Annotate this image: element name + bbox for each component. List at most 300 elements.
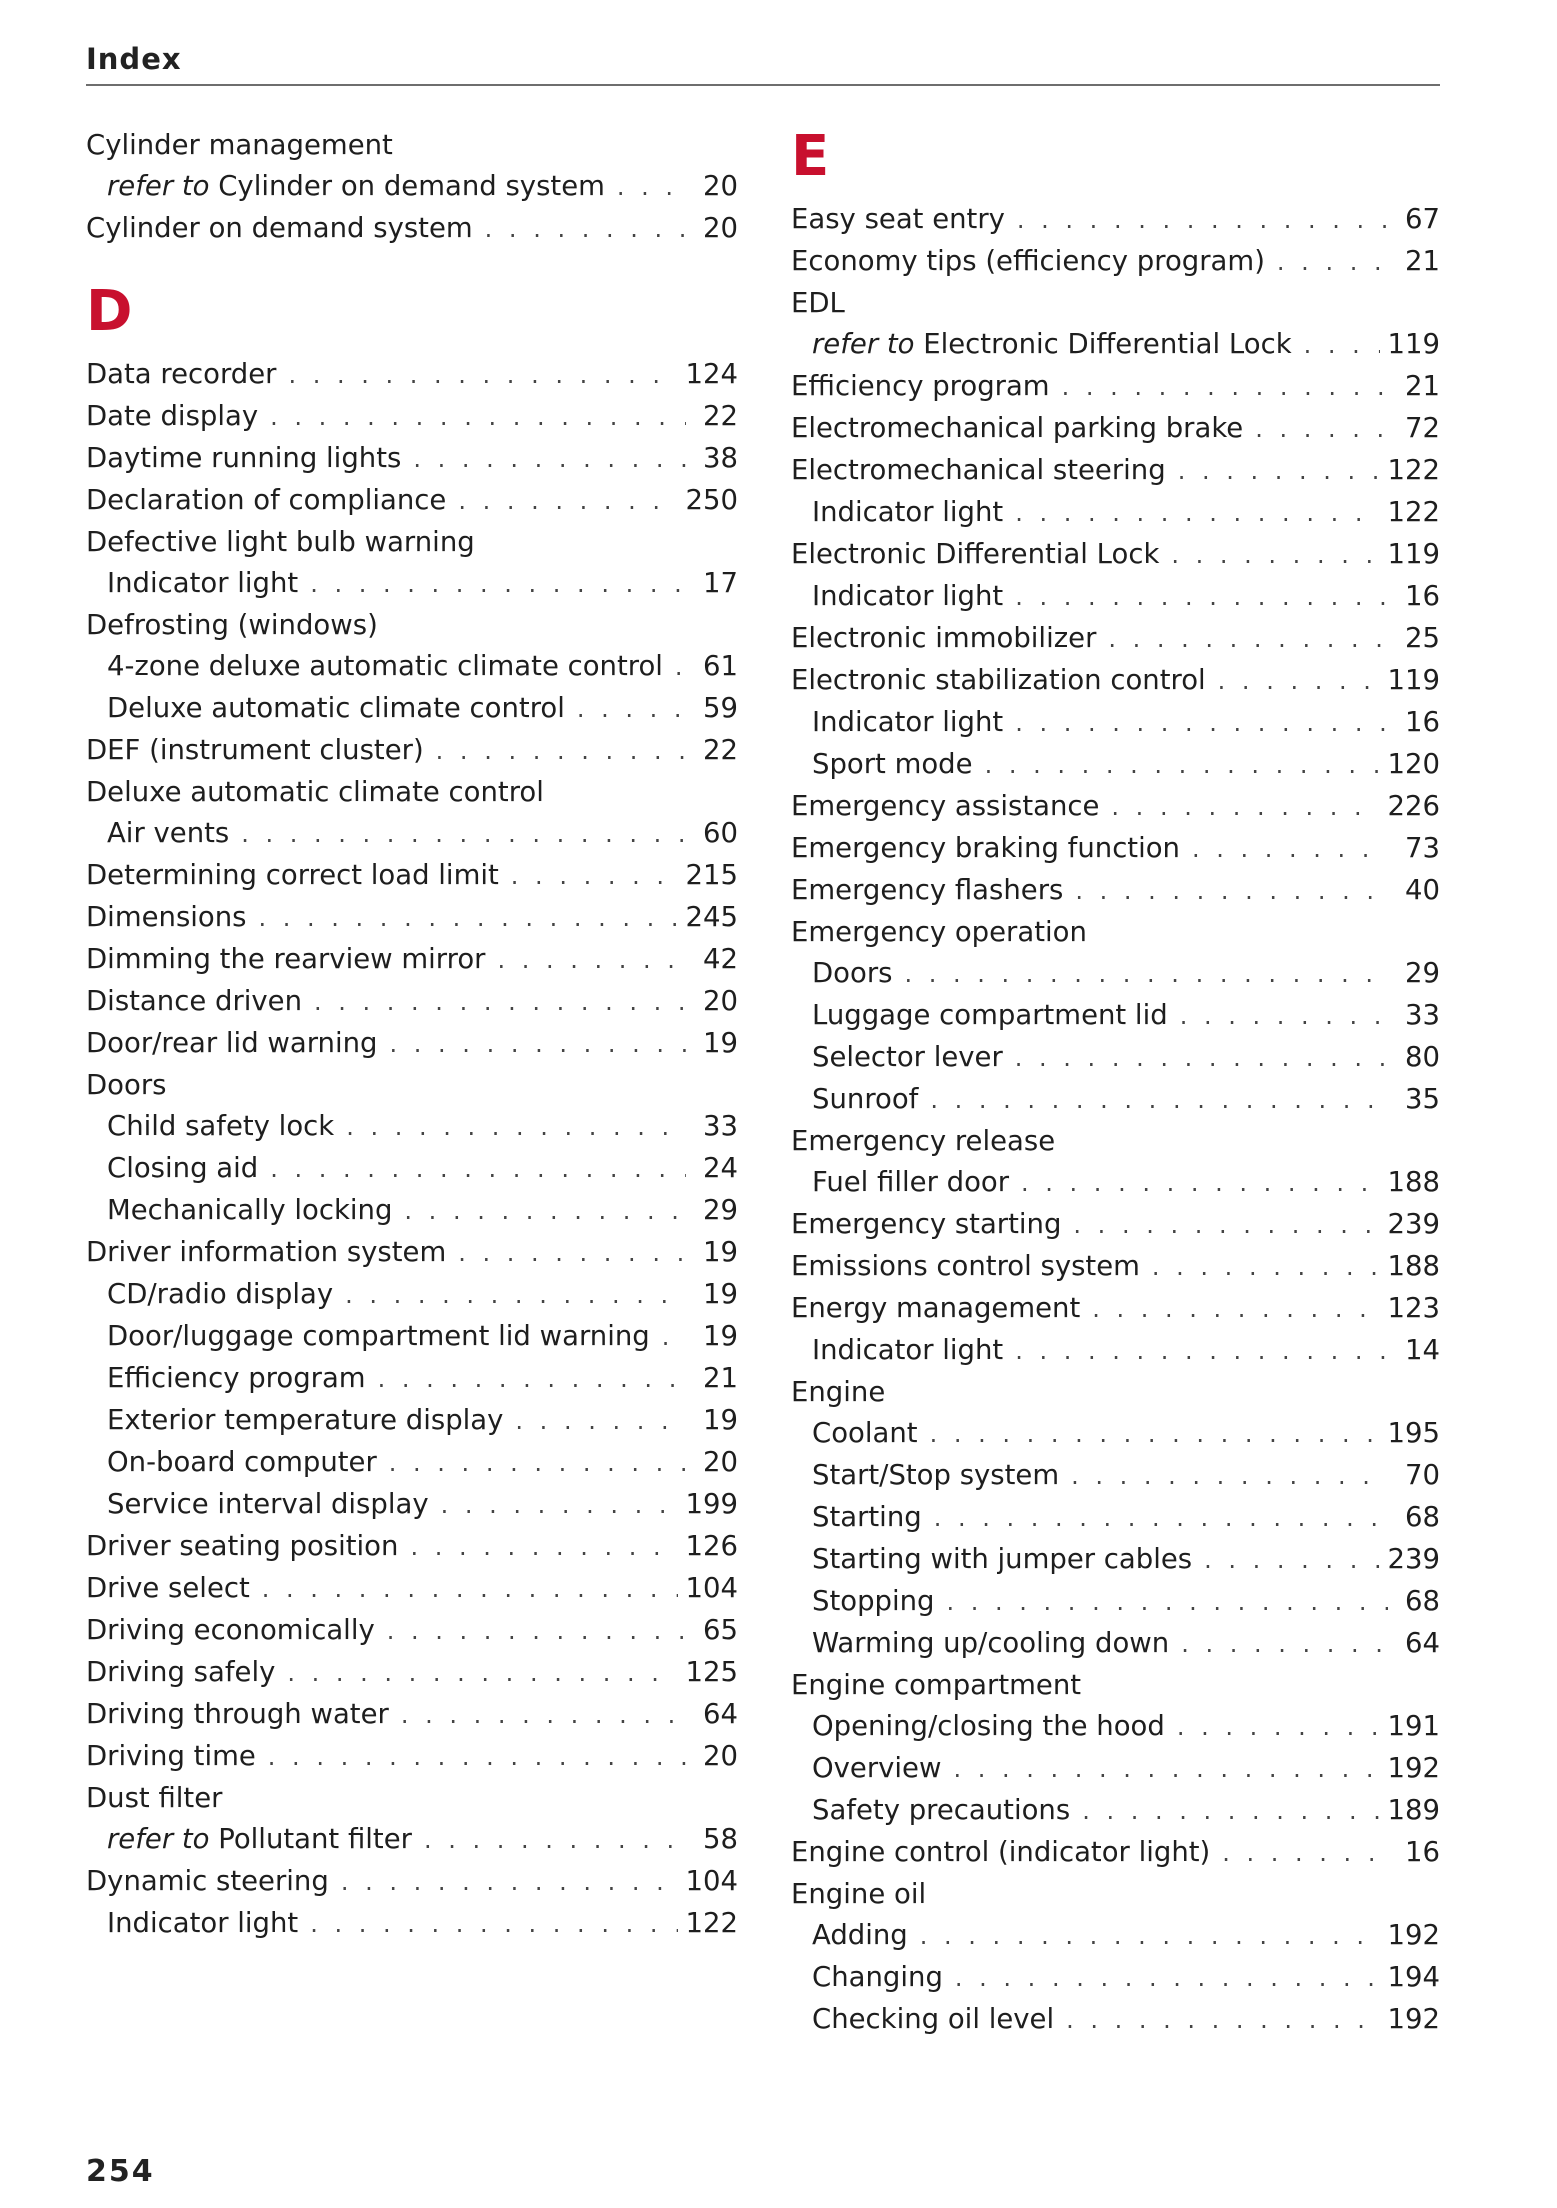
entry-text xyxy=(86,354,276,395)
page-reference: 14 xyxy=(1405,1334,1440,1366)
entry-text xyxy=(791,828,1180,869)
index-subentry xyxy=(791,1790,1440,1832)
entry-text xyxy=(107,1316,650,1357)
dot-leader xyxy=(345,1275,686,1316)
entry-label: Data recorder xyxy=(86,358,277,390)
entry-text xyxy=(812,492,1003,533)
entry-label: Driving through water xyxy=(86,1698,389,1730)
dot-leader xyxy=(1255,409,1388,450)
entry-label: Indicator light xyxy=(812,706,1004,738)
section-letter: E xyxy=(791,124,830,189)
dot-leader xyxy=(953,1749,1379,1790)
page-reference: 73 xyxy=(1405,832,1440,864)
entry-label: Emergency braking function xyxy=(791,832,1180,864)
entry-label: Indicator light xyxy=(812,580,1004,612)
entry-label: Safety precautions xyxy=(812,1794,1071,1826)
entry-text xyxy=(86,125,393,166)
page-reference: 72 xyxy=(1405,412,1440,444)
entry-text xyxy=(107,1442,377,1483)
page-reference: 19 xyxy=(703,1404,738,1436)
index-entry xyxy=(791,912,1440,953)
refer-to-label: refer to xyxy=(812,328,915,360)
entry-label: Easy seat entry xyxy=(791,203,1005,235)
entry-text xyxy=(791,199,1005,240)
index-subentry xyxy=(86,166,738,208)
entry-label: Driving safely xyxy=(86,1656,276,1688)
entry-text xyxy=(812,1748,941,1789)
page-reference: 19 xyxy=(703,1027,738,1059)
entry-label: Sport mode xyxy=(812,748,973,780)
refer-to-label: refer to xyxy=(107,170,210,202)
dot-leader xyxy=(1304,325,1380,366)
entry-text xyxy=(812,1957,943,1998)
entry-label: Electronic Differential Lock xyxy=(791,538,1160,570)
index-entry xyxy=(791,1246,1440,1288)
dot-leader xyxy=(410,1527,677,1568)
dot-leader xyxy=(1178,451,1380,492)
entry-text xyxy=(107,813,229,854)
dot-leader xyxy=(390,1024,686,1065)
index-subentry xyxy=(86,563,738,605)
page-reference: 60 xyxy=(703,817,738,849)
entry-label: Electromechanical steering xyxy=(791,454,1166,486)
entry-label: Electronic Differential Lock xyxy=(923,328,1292,360)
header-divider xyxy=(86,84,1440,86)
entry-label: Distance driven xyxy=(86,985,303,1017)
entry-text xyxy=(86,605,378,646)
entry-text xyxy=(107,646,663,687)
dot-leader xyxy=(1181,1624,1388,1665)
entry-label: Service interval display xyxy=(107,1488,429,1520)
entry-text xyxy=(86,1652,275,1693)
entry-label: Mechanically locking xyxy=(107,1194,393,1226)
page-reference: 192 xyxy=(1387,1752,1440,1784)
index-entry xyxy=(791,870,1440,912)
index-entry xyxy=(86,208,738,250)
dot-leader xyxy=(1075,871,1388,912)
dot-leader xyxy=(424,1820,686,1861)
entry-text xyxy=(791,366,1050,407)
page-reference: 20 xyxy=(703,1740,738,1772)
dot-leader xyxy=(662,1317,686,1358)
dot-leader xyxy=(511,856,678,897)
entry-label: Dimming the rearview mirror xyxy=(86,943,486,975)
entry-label: Defective light bulb warning xyxy=(86,526,475,558)
dot-leader xyxy=(1277,242,1388,283)
page-reference: 19 xyxy=(703,1236,738,1268)
dot-leader xyxy=(436,731,686,772)
page-reference: 16 xyxy=(1405,706,1440,738)
page-reference: 35 xyxy=(1405,1083,1440,1115)
index-subentry xyxy=(86,1442,738,1484)
dot-leader xyxy=(955,1958,1380,1999)
entry-text xyxy=(86,522,475,563)
dot-leader xyxy=(241,814,686,855)
page-reference: 64 xyxy=(1405,1627,1440,1659)
entry-text xyxy=(86,480,446,521)
index-subentry xyxy=(791,1162,1440,1204)
dot-leader xyxy=(1111,787,1379,828)
index-entry xyxy=(86,1232,738,1274)
dot-leader xyxy=(413,439,686,480)
dot-leader xyxy=(920,1916,1380,1957)
entry-label: Indicator light xyxy=(812,1334,1004,1366)
dot-leader xyxy=(441,1485,678,1526)
entry-label: Emergency assistance xyxy=(791,790,1100,822)
entry-text xyxy=(107,1106,334,1147)
entry-label: Engine oil xyxy=(791,1878,927,1910)
entry-label: Emergency flashers xyxy=(791,874,1064,906)
page-reference: 25 xyxy=(1405,622,1440,654)
entry-label: Air vents xyxy=(107,817,230,849)
entry-text xyxy=(86,772,544,813)
entry-label: Start/Stop system xyxy=(812,1459,1060,1491)
page-reference: 215 xyxy=(685,859,738,891)
index-entry xyxy=(791,366,1440,408)
index-subentry xyxy=(86,646,738,688)
dot-leader xyxy=(947,1582,1388,1623)
page-reference: 68 xyxy=(1405,1585,1440,1617)
index-subentry xyxy=(86,1274,738,1316)
index-subentry xyxy=(86,1106,738,1148)
index-subentry xyxy=(86,1903,738,1945)
dot-leader xyxy=(1015,577,1388,618)
dot-leader xyxy=(1021,1163,1379,1204)
dot-leader xyxy=(577,689,686,730)
entry-label: Warming up/cooling down xyxy=(812,1627,1170,1659)
entry-label: Stopping xyxy=(812,1585,935,1617)
entry-text xyxy=(812,1037,1003,1078)
index-column-right xyxy=(791,125,1440,2041)
entry-text xyxy=(812,744,973,785)
index-entry xyxy=(791,1204,1440,1246)
index-subentry xyxy=(791,1330,1440,1372)
dot-leader xyxy=(934,1498,1388,1539)
entry-text xyxy=(86,1861,329,1902)
dot-leader xyxy=(485,209,686,250)
page-reference: 29 xyxy=(1405,957,1440,989)
index-entry xyxy=(791,1832,1440,1874)
entry-text xyxy=(812,1330,1003,1371)
entry-text xyxy=(86,396,258,437)
index-entry xyxy=(791,660,1440,702)
entry-text xyxy=(791,1665,1081,1706)
entry-label: Indicator light xyxy=(107,1907,299,1939)
entry-label: Cylinder management xyxy=(86,129,393,161)
index-entry xyxy=(791,450,1440,492)
entry-text xyxy=(812,702,1003,743)
dot-leader xyxy=(268,1737,686,1778)
entry-text xyxy=(812,1539,1192,1580)
entry-text xyxy=(86,1694,389,1735)
page-reference: 67 xyxy=(1405,203,1440,235)
entry-label: Cylinder on demand system xyxy=(86,212,473,244)
page-reference: 226 xyxy=(1387,790,1440,822)
entry-label: Dust filter xyxy=(86,1782,223,1814)
entry-text xyxy=(86,939,485,980)
index-entry xyxy=(86,522,738,563)
entry-text xyxy=(812,1079,918,1120)
entry-label: Dimensions xyxy=(86,901,247,933)
index-subentry xyxy=(791,744,1440,786)
page-reference: 70 xyxy=(1405,1459,1440,1491)
entry-label: Pollutant filter xyxy=(218,1823,412,1855)
dot-leader xyxy=(310,564,686,605)
page-reference: 21 xyxy=(703,1362,738,1394)
entry-label: Declaration of compliance xyxy=(86,484,447,516)
dot-leader xyxy=(458,481,677,522)
entry-text xyxy=(791,912,1087,953)
dot-leader xyxy=(404,1191,686,1232)
index-subentry xyxy=(791,1497,1440,1539)
entry-text xyxy=(812,1581,935,1622)
page-reference: 80 xyxy=(1405,1041,1440,1073)
index-subentry xyxy=(791,576,1440,618)
page-reference: 122 xyxy=(1387,496,1440,528)
page-reference: 68 xyxy=(1405,1501,1440,1533)
index-subentry xyxy=(791,995,1440,1037)
page-reference: 16 xyxy=(1405,1836,1440,1868)
entry-text xyxy=(86,855,499,896)
dot-leader xyxy=(1082,1791,1379,1832)
page-reference: 33 xyxy=(703,1110,738,1142)
dot-leader xyxy=(314,982,686,1023)
entry-text xyxy=(812,1706,1165,1747)
page-reference: 123 xyxy=(1387,1292,1440,1324)
index-entry xyxy=(791,283,1440,324)
entry-text xyxy=(107,1358,366,1399)
index-entry xyxy=(86,855,738,897)
index-entry xyxy=(791,534,1440,576)
page-reference: 64 xyxy=(703,1698,738,1730)
page-reference: 125 xyxy=(685,1656,738,1688)
page-reference: 33 xyxy=(1405,999,1440,1031)
page-reference: 19 xyxy=(703,1278,738,1310)
entry-label: Electronic stabilization control xyxy=(791,664,1206,696)
index-entry xyxy=(86,1694,738,1736)
page-reference: 21 xyxy=(1405,370,1440,402)
entry-label: Sunroof xyxy=(812,1083,919,1115)
dot-leader xyxy=(1066,2000,1379,2041)
page-reference: 61 xyxy=(703,650,738,682)
entry-text xyxy=(791,1121,1055,1162)
dot-leader xyxy=(1204,1540,1379,1581)
dot-leader xyxy=(1015,493,1379,534)
index-subentry xyxy=(791,324,1440,366)
page-reference: 24 xyxy=(703,1152,738,1184)
entry-text xyxy=(791,786,1099,827)
page-reference: 65 xyxy=(703,1614,738,1646)
entry-text xyxy=(812,1623,1169,1664)
entry-text xyxy=(86,1023,378,1064)
dot-leader xyxy=(904,954,1388,995)
index-entry xyxy=(86,1023,738,1065)
entry-text xyxy=(812,1999,1054,2040)
entry-label: Deluxe automatic climate control xyxy=(86,776,544,808)
index-subentry xyxy=(86,1400,738,1442)
entry-text xyxy=(107,1148,258,1189)
page-reference: 189 xyxy=(1387,1794,1440,1826)
index-entry xyxy=(791,1665,1440,1706)
entry-label: Driver information system xyxy=(86,1236,447,1268)
refer-to-label: refer to xyxy=(107,1823,210,1855)
entry-label: Efficiency program xyxy=(791,370,1050,402)
entry-text xyxy=(812,1497,922,1538)
index-subentry xyxy=(791,1079,1440,1121)
page-reference: 192 xyxy=(1387,1919,1440,1951)
entry-text xyxy=(812,1790,1070,1831)
entry-label: Child safety lock xyxy=(107,1110,335,1142)
page-reference: 22 xyxy=(703,400,738,432)
entry-label: Engine compartment xyxy=(791,1669,1082,1701)
dot-leader xyxy=(930,1080,1388,1121)
entry-label: DEF (instrument cluster) xyxy=(86,734,424,766)
page-reference: 119 xyxy=(1387,328,1440,360)
entry-text xyxy=(107,1400,503,1441)
index-subentry xyxy=(791,1748,1440,1790)
dot-leader xyxy=(262,1569,678,1610)
page-reference: 245 xyxy=(685,901,738,933)
dot-leader xyxy=(1152,1247,1380,1288)
dot-leader xyxy=(288,355,677,396)
entry-label: Electronic immobilizer xyxy=(791,622,1097,654)
dot-leader xyxy=(287,1653,677,1694)
index-entry xyxy=(791,1874,1440,1915)
entry-label: Electromechanical parking brake xyxy=(791,412,1244,444)
index-subentry xyxy=(791,702,1440,744)
dot-leader xyxy=(1092,1289,1379,1330)
entry-text xyxy=(791,283,845,324)
index-entry xyxy=(86,981,738,1023)
index-entry xyxy=(86,1065,738,1106)
index-entry xyxy=(86,939,738,981)
dot-leader xyxy=(387,1611,686,1652)
dot-leader xyxy=(1015,703,1388,744)
page-reference: 40 xyxy=(1405,874,1440,906)
page-reference: 126 xyxy=(685,1530,738,1562)
dot-leader xyxy=(378,1359,686,1400)
page-reference: 199 xyxy=(685,1488,738,1520)
entry-label: Daytime running lights xyxy=(86,442,402,474)
entry-text xyxy=(791,660,1206,701)
entry-label: EDL xyxy=(791,287,845,319)
index-subentry xyxy=(86,1484,738,1526)
entry-text xyxy=(812,953,892,994)
entry-label: Checking oil level xyxy=(812,2003,1055,2035)
index-entry xyxy=(791,1372,1440,1413)
page-reference: 188 xyxy=(1387,1166,1440,1198)
entry-label: Opening/closing the hood xyxy=(812,1710,1165,1742)
entry-text xyxy=(791,1204,1061,1245)
index-subentry xyxy=(791,492,1440,534)
page-reference: 19 xyxy=(703,1320,738,1352)
index-entry xyxy=(86,897,738,939)
entry-text xyxy=(791,1874,926,1915)
index-subentry xyxy=(86,1148,738,1190)
index-entry xyxy=(791,618,1440,660)
dot-leader xyxy=(515,1401,686,1442)
entry-label: Closing aid xyxy=(107,1152,259,1184)
index-entry xyxy=(86,1778,738,1819)
entry-label: Exterior temperature display xyxy=(107,1404,504,1436)
index-subentry xyxy=(86,813,738,855)
entry-label: Deluxe automatic climate control xyxy=(107,692,565,724)
dot-leader xyxy=(1180,996,1388,1037)
dot-leader xyxy=(341,1862,678,1903)
page-reference: 122 xyxy=(685,1907,738,1939)
entry-text xyxy=(812,1915,908,1956)
page-reference: 239 xyxy=(1387,1208,1440,1240)
entry-label: Driver seating position xyxy=(86,1530,399,1562)
entry-label: Starting xyxy=(812,1501,922,1533)
dot-leader xyxy=(458,1233,686,1274)
index-subentry xyxy=(86,1358,738,1400)
entry-text xyxy=(812,1413,918,1454)
index-entry xyxy=(86,1610,738,1652)
index-entry xyxy=(86,354,738,396)
entry-text xyxy=(107,166,605,207)
page-reference: 20 xyxy=(703,170,738,202)
dot-leader xyxy=(1015,1331,1388,1372)
entry-text xyxy=(86,730,424,771)
page-reference: 194 xyxy=(1387,1961,1440,1993)
entry-label: Driving time xyxy=(86,1740,256,1772)
entry-text xyxy=(791,1246,1140,1287)
page-reference: 188 xyxy=(1387,1250,1440,1282)
index-entry xyxy=(86,438,738,480)
dot-leader xyxy=(985,745,1380,786)
entry-label: Changing xyxy=(812,1961,943,1993)
entry-label: Dynamic steering xyxy=(86,1865,329,1897)
page-reference: 250 xyxy=(685,484,738,516)
index-entry xyxy=(86,605,738,646)
dot-leader xyxy=(1017,200,1388,241)
entry-text xyxy=(86,208,473,249)
page-reference: 16 xyxy=(1405,580,1440,612)
entry-text xyxy=(86,1778,222,1819)
dot-leader xyxy=(617,167,686,208)
entry-text xyxy=(812,995,1168,1036)
entry-label: Coolant xyxy=(812,1417,918,1449)
index-subentry xyxy=(86,1190,738,1232)
page-reference: 124 xyxy=(685,358,738,390)
page-reference: 195 xyxy=(1387,1417,1440,1449)
dot-leader xyxy=(1108,619,1388,660)
entry-label: Emergency release xyxy=(791,1125,1056,1157)
page-reference: 58 xyxy=(703,1823,738,1855)
entry-text xyxy=(812,1455,1059,1496)
index-entry xyxy=(791,241,1440,283)
entry-label: Indicator light xyxy=(812,496,1004,528)
dot-leader xyxy=(401,1695,686,1736)
page-reference: 17 xyxy=(703,567,738,599)
entry-label: CD/radio display xyxy=(107,1278,334,1310)
entry-label: Cylinder on demand system xyxy=(218,170,605,202)
entry-text xyxy=(107,563,298,604)
entry-label: Engine xyxy=(791,1376,886,1408)
entry-text xyxy=(86,1065,166,1106)
index-subentry xyxy=(86,688,738,730)
entry-label: Efficiency program xyxy=(107,1362,366,1394)
entry-text xyxy=(107,1484,429,1525)
entry-text xyxy=(86,897,247,938)
dot-leader xyxy=(1222,1833,1388,1874)
page-reference: 20 xyxy=(703,1446,738,1478)
page-reference: 119 xyxy=(1387,538,1440,570)
index-entry xyxy=(86,1568,738,1610)
page-number: 254 xyxy=(86,2154,155,2189)
entry-text xyxy=(791,618,1096,659)
